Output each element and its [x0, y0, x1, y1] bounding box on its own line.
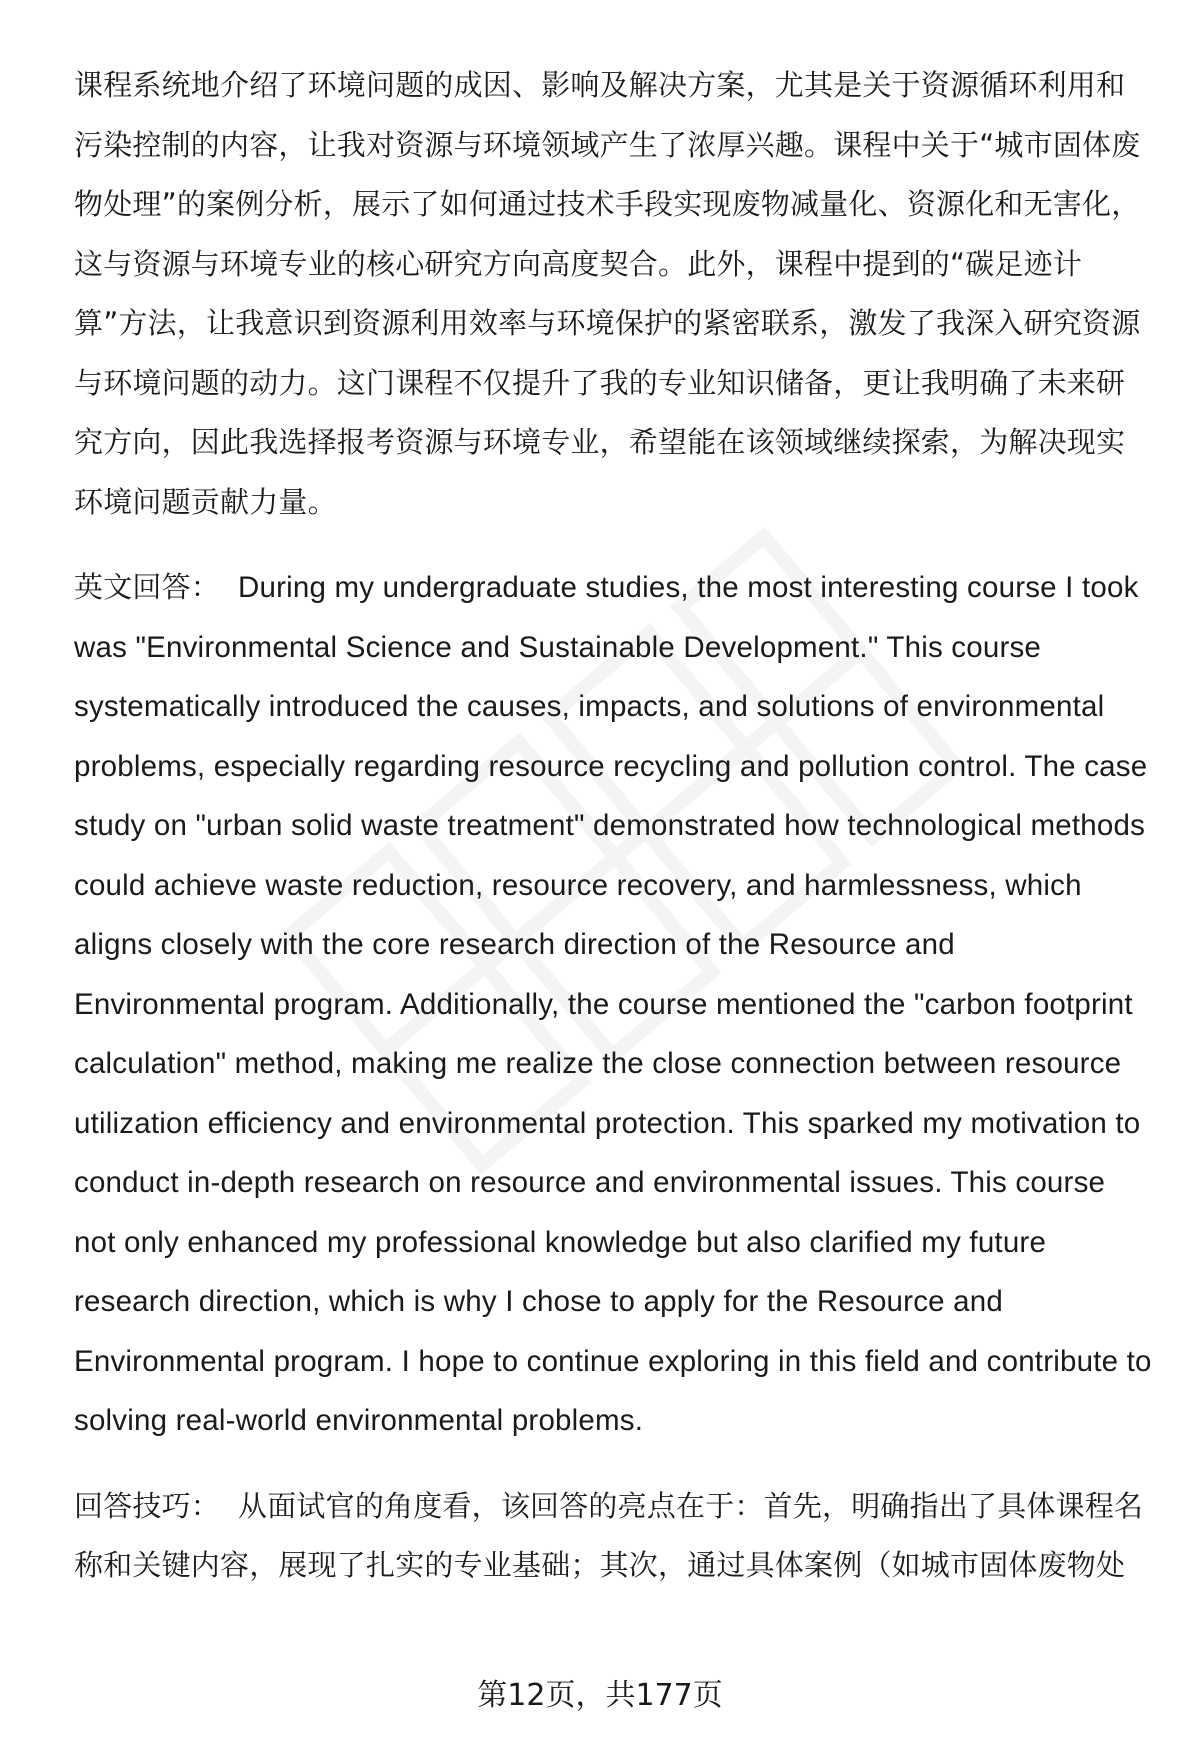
- answer-tips-paragraph: [74, 1477, 1154, 1596]
- answer-tips-text: 从面试官的角度看，该回答的亮点在于：首先，明确指出了具体课程名称和关键内容，展现了扎实的专业基础；其次，通过具体案例（如城市固体废物处: [74, 1488, 1144, 1582]
- document-body: [74, 56, 1154, 1596]
- page-number: 第12页，共177页: [477, 1678, 723, 1713]
- answer-tips-label: 回答技巧：: [74, 1488, 221, 1523]
- english-answer-paragraph: [74, 558, 1154, 1451]
- chinese-answer-paragraph: 课程系统地介绍了环境问题的成因、影响及解决方案，尤其是关于资源循环利用和污染控制的内容，让我对资源与环境领域产生了浓厚兴趣。课程中关于“城市固体废物处理”的案例分析，展示了如何通过技术手段实现废物减量化、资源化和无害化，这与资源与环境专业的核心研究方向高度契合。此外，课程中提到的“碳足迹计算”方法，让我意识到资源利用效率与环境保护的紧密联系，激发了我深入研究资源与环境问题的动力。这门课程不仅提升了我的专业知识储备，更让我明确了未来研究方向，因此我选择报考资源与环境专业，希望能在该领域继续探索，为解决现实环境问题贡献力量。: [74, 68, 1141, 519]
- english-answer-label: 英文回答：: [74, 570, 221, 604]
- english-answer-text: During my undergraduate studies, the most interesting course I took was "Environmental Science and Sustainable Development." This course systematically introduced the causes, impacts, and solutions of environmental problems, especially regarding resource recycling and pollution control. The case study on "urban solid waste treatment" demonstrated how technological methods could achieve waste reduction, resource recovery, and harmlessness, which aligns closely with the core research direction of the Resource and Environmental program. Additionally, the course mentioned the "carbon footprint calculation" method, making me realize the close connection between resource utilization efficiency and environmental protection. This sparked my motivation to conduct in-depth research on resource and environmental issues. This course not only enhanced my professional knowledge but also clarified my future research direction, which is why I chose to apply for the Resource and Environmental program. I hope to continue exploring in this field and contribute to solving real-world environmental problems.: [74, 571, 1152, 1437]
